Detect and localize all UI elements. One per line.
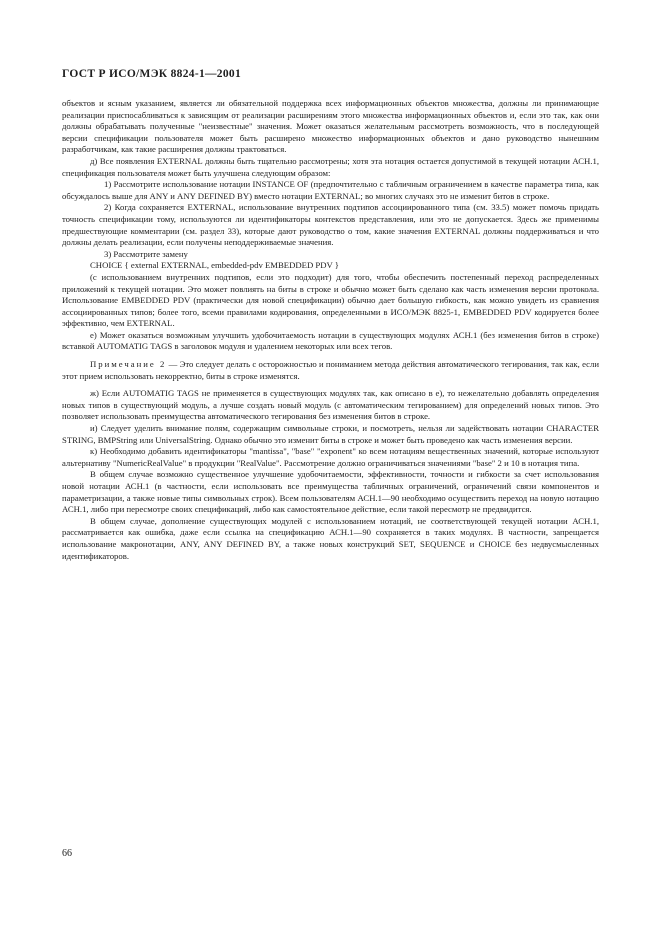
paragraph-item-zh: ж) Если AUTOMATIG TAGS не применяется в существующих модулях так, как описано в е), то нежелательно добавлять определения новых типов в существующий модуль, а лучше создать новый модуль (с автоматическим тегированием) для определений новых типов. Это позволяет использовать преимущества автоматического тегирования без изменения битов в строке. [62,388,599,422]
paragraph-item-k: к) Необходимо добавить идентификаторы "mantissa", "base" "exponent" ко всем нотациям вещественных значений, которые используют альтернативу "NumericRealValue" в продукции "RealValue". Рассмотрение должно ограничиваться значениями "base" 2 и 10 в нотация типа. [62,446,599,468]
document-body [62,98,599,562]
paragraph-general-2: В общем случае, дополнение существующих модулей с использованием нотаций, не соответствующей текущей нотации АСН.1, рассматривается как ошибка, даже если ссылка на спецификацию АСН.1—90 сохраняется в таких модулях. В частности, запрещается использование макронотации, ANY, ANY DEFINED BY, а также новых конструкций SET, SEQUENCE и CHOICE без недвусмысленных идентификаторов. [62,515,599,561]
page-number: 66 [62,848,72,859]
note-2 [62,359,599,382]
paragraph-item-i: и) Следует уделить внимание полям, содержащим символьные строки, и посмотреть, нельзя ли задействовать нотации CHARACTER STRING, BMPString или UniversalString. Однако обычно это изменит биты в строке и может быть проведено как часть изменения версии. [62,423,599,445]
paragraph-subitem-3: 3) Рассмотрите замену [104,248,188,259]
paragraph-item-e: е) Может оказаться возможным улучшить удобочитаемость нотации в существующих модулях АСН.1 (без изменения битов в строке) вставкой AUTOMATIG TAGS в заголовок модуля и удалением некоторых или всех тегов. [62,329,599,352]
paragraph-choice-explanation: (с использованием внутренних подтипов, если это подходит) для того, чтобы обеспечить постепенный переход распределенных приложений к текущей нотации. Это может повлиять на биты в строке и обычно может быть сделано как часть изменения версии протокола. Использование EMBEDDED PDV (практически для новой спецификации) обычно дает большую гибкость, как можно увидеть из сравнения ассоциированных типов; более того, всеми правилами кодирования, определенными в ИСО/МЭК 8825-1, EMBEDDED PDV кодируется более эффективно, чем EXTERNAL. [62,271,599,329]
document-header: ГОСТ Р ИСО/МЭК 8824-1—2001 [62,68,242,80]
paragraph-item-d: д) Все появления EXTERNAL должны быть тщательно рассмотрены; хотя эта нотация остается допустимой в текущей нотации АСН.1, спецификация пользователя может быть улучшена следующим образом: [62,155,599,178]
paragraph-subitem-1: 1) Рассмотрите использование нотации INSTANCE OF (предпочтительно с табличным ограничением в качестве параметра типа, как обсуждалось выше для ANY и ANY DEFINED BY) вместо нотации EXTERNAL; во многих случаях это не изменит битов в строке. [62,179,599,201]
code-choice-line: CHOICE { external EXTERNAL, embedded-pdv EMBEDDED PDV } [90,260,339,271]
paragraph-general-1: В общем случае возможно существенное улучшение удобочитаемости, эффективности, точности и гибкости за счет использования новой нотации АСН.1 (в частности, если использовать все преимущества табличных ограничений, ограничений связи компонентов и параметризации, а также новые типы символьных строк). Всем пользователям АСН.1—90 необходимо осуществить переход на новую нотацию АСН.1, либо при пересмотре своих спецификаций, либо как самостоятельное действие, если такой пересмотр не предвидится. [62,469,599,515]
note-text: — Это следует делать с осторожностью и пониманием метода действия автоматического тегирования, так как, если этот прием использовать некорректно, биты в строке изменятся. [62,359,599,381]
paragraph-continuation: объектов и ясным указанием, является ли обязательной поддержка всех информационных объектов множества, должны ли принимающие реализации приспосабливаться к зависящим от реализации расширениям этого множества информационных объектов и, если это так, как они должны обрабатывать полученные "неизвестные" значения. Может оказаться желательным рассмотреть возможность, что в последующей версии спецификации пользователя может быть расширено множество информационных объектов и дано руководство нынешним разработчикам, как такие расширения должны трактоваться. [62,98,599,155]
note-label: Примечание 2 [90,359,167,370]
paragraph-subitem-2: 2) Когда сохраняется EXTERNAL, использование внутренних подтипов ассоциированного типа (см. 33.5) может помочь придать точность спецификации тому, используются ли идентификаторы контекстов представления, или это не допускается. Здесь же применимы предшествующие комментарии (см. раздел 33), которые дают руководство о том, какие значения EXTERNAL должны поддерживаться и что должны делать реализации, если получены неподдерживаемые значения. [62,202,599,248]
